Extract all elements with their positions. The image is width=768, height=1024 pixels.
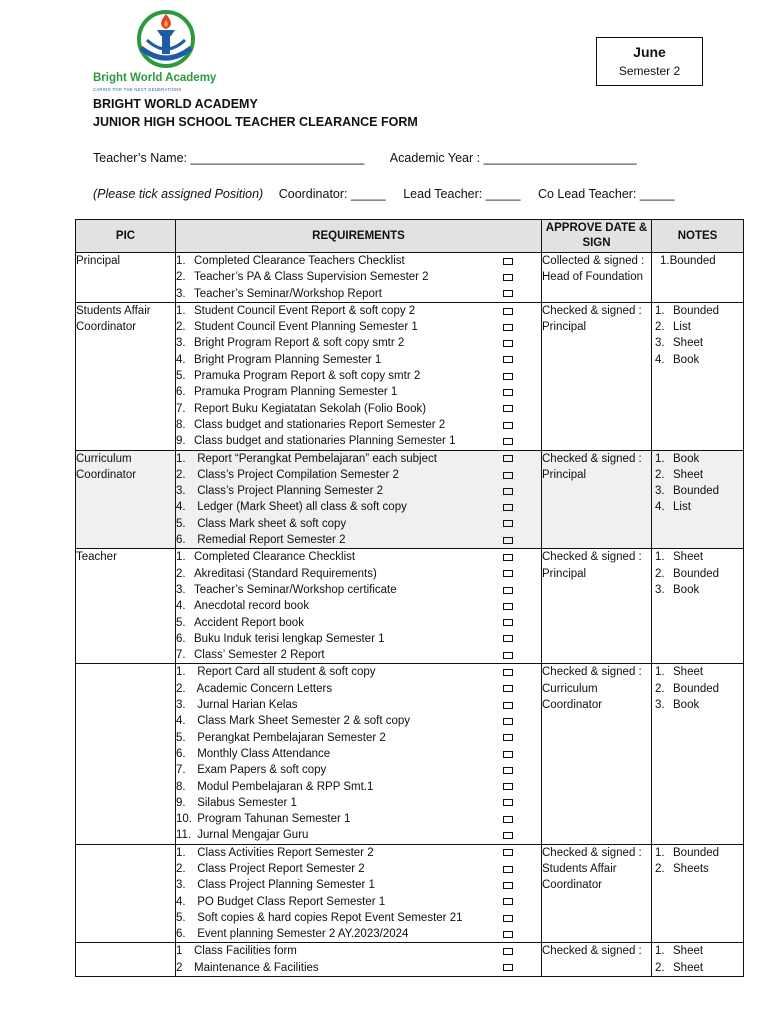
requirement-item — [176, 467, 541, 483]
requirement-checkbox[interactable] — [503, 669, 513, 676]
note-text: Bounded — [673, 682, 720, 695]
requirement-checkbox[interactable] — [503, 849, 513, 856]
requirement-item — [176, 795, 541, 811]
requirement-number: 4. — [176, 715, 186, 728]
requirement-item — [176, 384, 541, 400]
requirement-checkbox[interactable] — [503, 356, 513, 363]
requirement-text: PO Budget Class Report Semester 1 — [194, 895, 386, 908]
notes-cell — [652, 302, 744, 450]
approve-cell: Checked & signed : Curriculum Coordinator — [542, 664, 652, 844]
requirement-text: Monthly Class Attendance — [194, 747, 331, 760]
requirement-item — [176, 894, 541, 910]
requirement-item — [176, 303, 541, 319]
approve-cell: Collected & signed : Head of Foundation — [542, 253, 652, 303]
requirement-number: 6. — [176, 632, 186, 645]
requirement-item — [176, 433, 541, 449]
note-item — [652, 582, 743, 598]
requirement-text: Completed Clearance Checklist — [194, 551, 356, 564]
notes-cell — [652, 943, 744, 977]
requirement-number: 3. — [176, 485, 186, 498]
requirement-text: Teacher’s PA & Class Supervision Semester 2 — [194, 271, 429, 284]
note-text: Sheet — [673, 468, 704, 481]
note-number: 2. — [655, 468, 665, 481]
requirement-item — [176, 253, 541, 269]
note-text: Sheet — [673, 961, 704, 974]
requirement-checkbox[interactable] — [503, 405, 513, 412]
note-number: 3. — [655, 337, 665, 350]
position-line — [93, 187, 675, 201]
note-text: Book — [673, 353, 700, 366]
requirement-number: 8. — [176, 418, 186, 431]
teacher-info-line — [93, 151, 637, 165]
requirement-number: 9. — [176, 435, 186, 448]
note-number: 4. — [655, 353, 665, 366]
requirement-number: 1 — [176, 945, 183, 958]
requirement-checkbox[interactable] — [503, 520, 513, 527]
approve-cell: Checked & signed : Principal — [542, 302, 652, 450]
lead-teacher-field[interactable]: Lead Teacher: _____ — [403, 187, 521, 201]
requirement-number: 6. — [176, 928, 186, 941]
requirement-item — [176, 598, 541, 614]
requirement-number: 2. — [176, 468, 186, 481]
requirement-checkbox[interactable] — [503, 587, 513, 594]
requirements-cell — [176, 844, 542, 943]
requirement-item — [176, 368, 541, 384]
requirement-text: Class budget and stationaries Report Semester 2 — [194, 418, 446, 431]
header-requirements: REQUIREMENTS — [176, 220, 542, 253]
requirement-number: 3. — [176, 337, 186, 350]
requirement-item — [176, 664, 541, 680]
requirement-checkbox[interactable] — [503, 685, 513, 692]
note-number: 2. — [655, 862, 665, 875]
requirement-text: Student Council Event Planning Semester 1 — [194, 321, 418, 334]
note-item — [652, 467, 743, 483]
requirement-text: Jurnal Harian Kelas — [194, 699, 298, 712]
requirement-number: 5. — [176, 911, 186, 924]
requirement-text: Akreditasi (Standard Requirements) — [194, 567, 377, 580]
requirement-item — [176, 401, 541, 417]
table-body — [76, 253, 744, 977]
note-text: Bounded — [673, 567, 720, 580]
pic-cell: Curriculum Coordinator — [76, 450, 176, 549]
requirement-text: Exam Papers & soft copy — [194, 764, 327, 777]
requirement-text: Class’ Semester 2 Report — [194, 649, 325, 662]
requirement-number: 3. — [176, 583, 186, 596]
note-number: 1. — [655, 551, 665, 564]
requirement-checkbox[interactable] — [503, 635, 513, 642]
logo-name: Bright World Academy — [93, 72, 217, 84]
requirement-number: 5. — [176, 616, 186, 629]
teacher-name-field[interactable]: Teacher’s Name: _________________________ — [93, 151, 365, 165]
requirement-number: 7. — [176, 764, 186, 777]
requirement-item — [176, 943, 541, 959]
requirement-number: 7. — [176, 649, 186, 662]
notes-cell — [652, 450, 744, 549]
requirement-number: 11. — [176, 829, 192, 842]
requirement-text: Program Tahunan Semester 1 — [194, 813, 351, 826]
requirement-checkbox[interactable] — [503, 718, 513, 725]
requirements-cell — [176, 253, 542, 303]
header-pic: PIC — [76, 220, 176, 253]
requirement-number: 5. — [176, 731, 186, 744]
header-approve: APPROVE DATE & SIGN — [542, 220, 652, 253]
requirement-number: 2. — [176, 567, 186, 580]
requirement-item — [176, 713, 541, 729]
requirement-number: 1. — [176, 666, 186, 679]
table-row — [76, 844, 744, 943]
requirement-item — [176, 532, 541, 548]
note-text: Book — [673, 452, 700, 465]
note-number: 2. — [655, 567, 665, 580]
requirement-checkbox[interactable] — [503, 898, 513, 905]
requirement-checkbox[interactable] — [503, 915, 513, 922]
requirement-text: Jurnal Mengajar Guru — [194, 829, 309, 842]
table-row — [76, 253, 744, 303]
requirement-item — [176, 631, 541, 647]
requirement-text: Student Council Event Report & soft copy 2 — [194, 304, 416, 317]
requirement-checkbox[interactable] — [503, 324, 513, 331]
requirement-checkbox[interactable] — [503, 816, 513, 823]
note-text: Book — [673, 583, 700, 596]
requirement-text: Bright Program Planning Semester 1 — [194, 353, 382, 366]
requirement-item — [176, 845, 541, 861]
note-item — [652, 303, 743, 319]
requirement-checkbox[interactable] — [503, 882, 513, 889]
approve-cell: Checked & signed : — [542, 943, 652, 977]
requirement-checkbox[interactable] — [503, 799, 513, 806]
requirement-item — [176, 451, 541, 467]
table-row — [76, 549, 744, 664]
requirement-number: 2 — [176, 961, 183, 974]
requirement-text: Class Mark Sheet Semester 2 & soft copy — [194, 715, 411, 728]
requirement-item — [176, 352, 541, 368]
requirement-number: 1. — [176, 452, 186, 465]
requirement-checkbox[interactable] — [503, 751, 513, 758]
requirement-item — [176, 615, 541, 631]
position-prompt: (Please tick assigned Position) — [93, 187, 264, 201]
requirement-checkbox[interactable] — [503, 702, 513, 709]
requirement-checkbox[interactable] — [503, 866, 513, 873]
requirement-item — [176, 877, 541, 893]
note-item — [652, 697, 743, 713]
requirement-item — [176, 960, 541, 976]
requirement-number: 2. — [176, 271, 186, 284]
note-item — [652, 451, 743, 467]
form-title: JUNIOR HIGH SCHOOL TEACHER CLEARANCE FORM — [93, 115, 418, 129]
requirement-item — [176, 499, 541, 515]
requirement-item — [176, 417, 541, 433]
requirement-number: 1. — [176, 304, 186, 317]
requirement-checkbox[interactable] — [503, 832, 513, 839]
requirement-item — [176, 647, 541, 663]
notes-cell — [652, 664, 744, 844]
requirement-text: Report Card all student & soft copy — [194, 666, 376, 679]
requirement-number: 5. — [176, 517, 186, 530]
note-item — [652, 566, 743, 582]
requirement-item — [176, 681, 541, 697]
requirement-text: Teacher’s Seminar/Workshop Report — [194, 287, 382, 300]
note-item — [652, 319, 743, 335]
requirement-item — [176, 516, 541, 532]
note-number: 3. — [655, 583, 665, 596]
requirement-item — [176, 566, 541, 582]
notes-cell — [652, 844, 744, 943]
requirement-item — [176, 811, 541, 827]
note-number: 2. — [655, 961, 665, 974]
note-number: 2. — [655, 321, 665, 334]
note-text: Sheet — [673, 551, 704, 564]
note-text: List — [673, 321, 691, 334]
requirement-checkbox[interactable] — [503, 488, 513, 495]
pic-cell — [76, 664, 176, 844]
requirement-checkbox[interactable] — [503, 767, 513, 774]
requirement-checkbox[interactable] — [503, 603, 513, 610]
requirement-text: Buku Induk terisi lengkap Semester 1 — [194, 632, 385, 645]
semester-label: Semester 2 — [618, 64, 681, 78]
requirement-text: Bright Program Report & soft copy smtr 2 — [194, 337, 405, 350]
requirement-text: Report “Perangkat Pembelajaran” each subject — [194, 452, 437, 465]
note-text: Sheet — [673, 666, 704, 679]
coordinator-field[interactable]: Coordinator: _____ — [278, 187, 386, 201]
requirement-number: 6. — [176, 534, 186, 547]
note-text: Sheet — [673, 945, 704, 958]
requirements-cell — [176, 450, 542, 549]
requirement-item — [176, 926, 541, 942]
table-header-row — [76, 220, 744, 253]
requirement-text: Class Mark sheet & soft copy — [194, 517, 347, 530]
logo-tagline: CARING FOR THE NEXT GENERATIONS — [93, 87, 182, 92]
note-number: 1. — [655, 666, 665, 679]
requirements-cell — [176, 302, 542, 450]
requirement-text: Accident Report book — [194, 616, 304, 629]
requirement-item — [176, 319, 541, 335]
requirement-text: Remedial Report Semester 2 — [194, 534, 346, 547]
note-number: 1. — [655, 452, 665, 465]
requirement-text: Class Activities Report Semester 2 — [194, 846, 374, 859]
requirement-number: 3. — [176, 287, 186, 300]
co-lead-teacher-field[interactable]: Co Lead Teacher: _____ — [537, 187, 675, 201]
note-item — [652, 352, 743, 368]
requirement-checkbox[interactable] — [503, 652, 513, 659]
approve-cell: Checked & signed : Principal — [542, 549, 652, 664]
requirements-cell — [176, 943, 542, 977]
note-number: 1. — [655, 846, 665, 859]
note-number: 4. — [655, 501, 665, 514]
requirement-item — [176, 582, 541, 598]
period-box — [596, 37, 703, 86]
requirement-item — [176, 335, 541, 351]
requirement-number: 9. — [176, 796, 186, 809]
requirement-checkbox[interactable] — [503, 258, 513, 265]
requirement-number: 6. — [176, 747, 186, 760]
note-item — [652, 549, 743, 565]
requirement-checkbox[interactable] — [503, 340, 513, 347]
academic-year-field[interactable]: Academic Year : ______________________ — [389, 151, 637, 165]
note-item — [652, 483, 743, 499]
requirement-number: 6. — [176, 386, 186, 399]
requirement-number: 4. — [176, 895, 186, 908]
requirement-text: Maintenance & Facilities — [194, 961, 319, 974]
requirement-text: Modul Pembelajaran & RPP Smt.1 — [194, 780, 374, 793]
requirement-checkbox[interactable] — [503, 472, 513, 479]
torch-globe-icon — [135, 10, 197, 68]
requirement-text: Silabus Semester 1 — [194, 796, 297, 809]
pic-cell — [76, 844, 176, 943]
requirement-checkbox[interactable] — [503, 290, 513, 297]
requirement-checkbox[interactable] — [503, 455, 513, 462]
requirement-number: 2. — [176, 862, 186, 875]
table-row — [76, 664, 744, 844]
note-text: Bounded — [673, 485, 720, 498]
requirement-text: Class Project Planning Semester 1 — [194, 879, 375, 892]
requirement-checkbox[interactable] — [503, 389, 513, 396]
note-number: 1. — [655, 304, 665, 317]
requirement-number: 7. — [176, 402, 186, 415]
requirement-item — [176, 910, 541, 926]
note-number: 3. — [655, 699, 665, 712]
note-item — [652, 845, 743, 861]
requirement-item — [176, 483, 541, 499]
requirement-checkbox[interactable] — [503, 373, 513, 380]
month-label: June — [633, 44, 666, 60]
requirement-item — [176, 549, 541, 565]
notes-cell — [652, 549, 744, 664]
requirements-cell — [176, 549, 542, 664]
note-text: Bounded — [673, 846, 720, 859]
approve-cell: Checked & signed : Students Affair Coordinator — [542, 844, 652, 943]
note-text: Sheets — [673, 862, 709, 875]
header-notes: NOTES — [652, 220, 744, 253]
table-row — [76, 302, 744, 450]
requirements-cell — [176, 664, 542, 844]
requirement-item — [176, 779, 541, 795]
pic-cell: Teacher — [76, 549, 176, 664]
requirement-text: Event planning Semester 2 AY.2023/2024 — [194, 928, 409, 941]
requirement-text: Class budget and stationaries Planning Semester 1 — [194, 435, 456, 448]
table-row — [76, 450, 744, 549]
requirement-number: 5. — [176, 370, 186, 383]
school-title: BRIGHT WORLD ACADEMY — [93, 97, 258, 111]
note-item — [652, 253, 743, 269]
requirement-text: Report Buku Kegiatatan Sekolah (Folio Book) — [194, 402, 427, 415]
requirement-checkbox[interactable] — [503, 783, 513, 790]
note-item — [652, 681, 743, 697]
requirement-number: 1. — [176, 846, 186, 859]
requirement-item — [176, 746, 541, 762]
note-text: Sheet — [673, 337, 704, 350]
notes-cell — [652, 253, 744, 303]
note-item — [652, 335, 743, 351]
requirement-checkbox[interactable] — [503, 554, 513, 561]
requirement-item — [176, 827, 541, 843]
requirement-text: Anecdotal record book — [194, 600, 310, 613]
requirement-checkbox[interactable] — [503, 308, 513, 315]
note-text: 1.Bounded — [660, 255, 716, 267]
requirement-text: Class’s Project Planning Semester 2 — [194, 485, 383, 498]
requirement-number: 4. — [176, 501, 186, 514]
requirement-text: Ledger (Mark Sheet) all class & soft copy — [194, 501, 407, 514]
requirement-checkbox[interactable] — [503, 422, 513, 429]
requirement-checkbox[interactable] — [503, 570, 513, 577]
note-number: 1. — [655, 945, 665, 958]
requirement-number: 1. — [176, 255, 186, 267]
requirement-text: Academic Concern Letters — [194, 682, 333, 695]
requirement-checkbox[interactable] — [503, 438, 513, 445]
clearance-table — [75, 219, 744, 977]
requirement-item — [176, 269, 541, 285]
note-text: Bounded — [673, 304, 720, 317]
note-text: Book — [673, 699, 700, 712]
requirement-number: 3. — [176, 699, 186, 712]
requirement-number: 3. — [176, 879, 186, 892]
requirement-text: Class Facilities form — [194, 945, 297, 958]
pic-cell — [76, 943, 176, 977]
requirement-item — [176, 861, 541, 877]
requirement-checkbox[interactable] — [503, 964, 513, 971]
note-item — [652, 664, 743, 680]
requirement-checkbox[interactable] — [503, 619, 513, 626]
note-item — [652, 960, 743, 976]
requirement-item — [176, 762, 541, 778]
requirement-checkbox[interactable] — [503, 734, 513, 741]
pic-cell: Principal — [76, 253, 176, 303]
requirement-checkbox[interactable] — [503, 537, 513, 544]
requirement-number: 2. — [176, 682, 186, 695]
requirement-number: 10. — [176, 813, 192, 826]
pic-cell: Students Affair Coordinator — [76, 302, 176, 450]
requirement-checkbox[interactable] — [503, 948, 513, 955]
school-logo — [93, 10, 243, 94]
table-row — [76, 943, 744, 977]
requirement-text: Completed Clearance Teachers Checklist — [194, 255, 405, 267]
requirement-text: Pramuka Program Report & soft copy smtr 2 — [194, 370, 421, 383]
note-item — [652, 499, 743, 515]
requirement-item — [176, 286, 541, 302]
requirement-number: 1. — [176, 551, 186, 564]
requirement-number: 8. — [176, 780, 186, 793]
note-number: 3. — [655, 485, 665, 498]
requirement-number: 4. — [176, 600, 186, 613]
requirement-checkbox[interactable] — [503, 504, 513, 511]
approve-cell: Checked & signed : Principal — [542, 450, 652, 549]
requirement-number: 4. — [176, 353, 186, 366]
note-item — [652, 861, 743, 877]
requirement-text: Pramuka Program Planning Semester 1 — [194, 386, 398, 399]
note-text: List — [673, 501, 691, 514]
requirement-text: Class’s Project Compilation Semester 2 — [194, 468, 399, 481]
requirement-text: Teacher’s Seminar/Workshop certificate — [194, 583, 397, 596]
note-item — [652, 943, 743, 959]
requirement-item — [176, 697, 541, 713]
requirement-number: 2. — [176, 321, 186, 334]
requirement-item — [176, 730, 541, 746]
note-number: 2. — [655, 682, 665, 695]
requirement-text: Soft copies & hard copies Repot Event Semester 21 — [194, 911, 463, 924]
requirement-text: Class Project Report Semester 2 — [194, 862, 365, 875]
requirement-text: Perangkat Pembelajaran Semester 2 — [194, 731, 386, 744]
requirement-checkbox[interactable] — [503, 931, 513, 938]
requirement-checkbox[interactable] — [503, 274, 513, 281]
